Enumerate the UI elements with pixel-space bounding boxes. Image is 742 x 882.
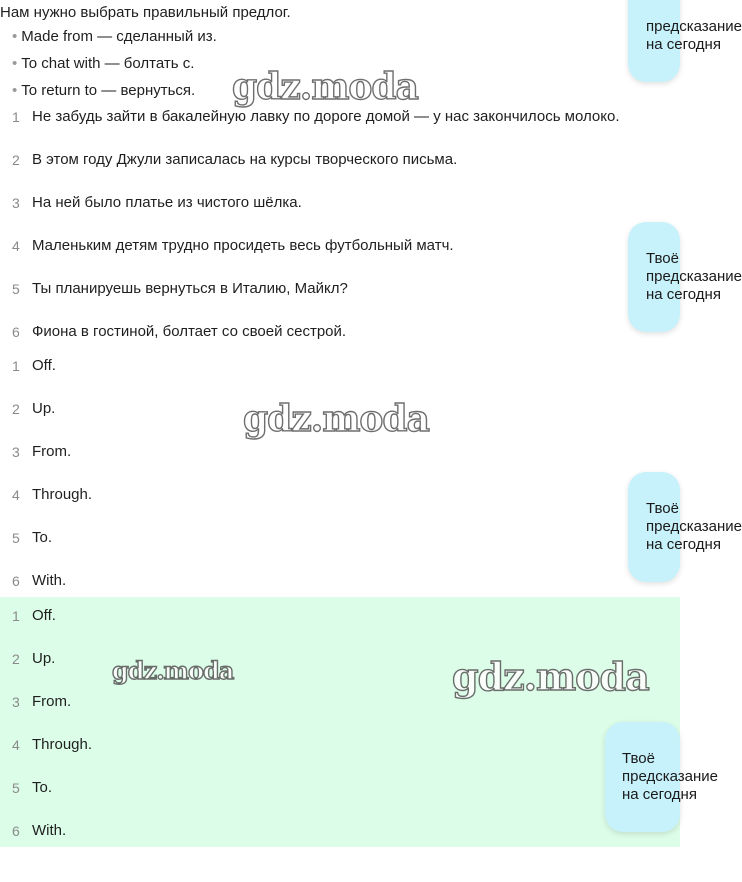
list-item: 5 To. [12, 529, 53, 546]
promo-text: Твоё [646, 250, 679, 267]
list-item: • Made from — сделанный из. [12, 28, 217, 45]
promo-text: Твоё [646, 500, 679, 517]
prediction-widget[interactable] [628, 222, 742, 332]
bullet-icon: • [12, 82, 18, 99]
preposition-list [12, 27, 217, 108]
list-item: 2 Up. [12, 400, 56, 417]
list-item: 3 From. [12, 443, 72, 460]
list-item: 4 Маленьким детям трудно просидеть весь футбольный матч. [12, 237, 454, 254]
list-item: 4 Through. [12, 486, 93, 503]
bullet-icon: • [12, 28, 18, 45]
translation-list [0, 107, 680, 365]
promo-text: Твоё [622, 750, 655, 767]
promo-text: предсказание [646, 518, 742, 535]
promo-text: на сегодня [646, 286, 721, 303]
list-item: 5 Ты планируешь вернуться в Италию, Майкл? [12, 280, 348, 297]
promo-text: предсказание [622, 768, 719, 785]
list-item: 3 From. [12, 693, 72, 710]
list-item: • To chat with — болтать с. [12, 55, 195, 72]
answer-list [0, 356, 680, 614]
watermark: gdz.moda [232, 66, 418, 108]
list-item: 1 Off. [12, 357, 56, 374]
intro-text: Нам нужно выбрать правильный предлог. [0, 4, 291, 21]
prediction-widget[interactable] [628, 472, 742, 582]
promo-text: предсказание [646, 18, 742, 35]
promo-text: на сегодня [622, 786, 697, 803]
promo-text: на сегодня [646, 36, 721, 53]
list-item: • To return to — вернуться. [12, 82, 196, 99]
watermark: gdz.moda [243, 398, 429, 440]
bullet-icon: • [12, 55, 18, 72]
watermark: gdz.moda [112, 656, 234, 685]
final-answer-list [0, 606, 680, 864]
list-item: 6 Фиона в гостиной, болтает со своей сестрой. [12, 323, 347, 340]
promo-text: на сегодня [646, 536, 721, 553]
list-item: 2 Up. [12, 650, 56, 667]
list-item: 5 To. [12, 779, 53, 796]
list-item: 3 На ней было платье из чистого шёлка. [12, 194, 302, 211]
list-item: 4 Through. [12, 736, 93, 753]
list-item: 1 Off. [12, 607, 56, 624]
promo-text: предсказание [646, 268, 742, 285]
list-item: 2 В этом году Джули записалась на курсы творческого письма. [12, 151, 458, 168]
prediction-widget[interactable] [605, 722, 719, 832]
list-item: 6 With. [12, 572, 67, 589]
watermark: gdz.moda [452, 654, 649, 699]
list-item: 1 Не забудь зайти в бакалейную лавку по дороге домой — у нас закончилось молоко. [12, 108, 620, 125]
list-item: 6 With. [12, 822, 67, 839]
prediction-widget[interactable] [628, 0, 742, 82]
